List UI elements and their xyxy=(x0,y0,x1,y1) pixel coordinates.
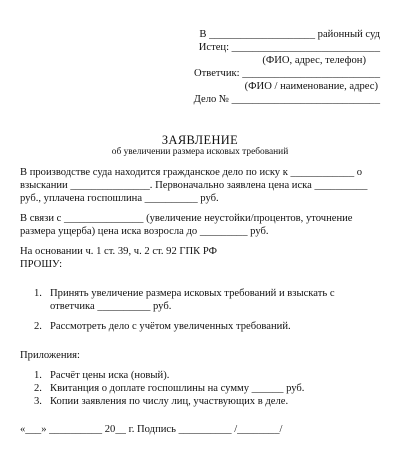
paragraph-1-line-3: руб., уплачена госпошлина __________ руб. xyxy=(20,193,219,204)
defendant-line: Ответчик: __________________________ xyxy=(193,68,380,79)
request-item-1 xyxy=(34,287,335,300)
request-heading: ПРОШУ: xyxy=(20,259,63,270)
attachment-number: 2. xyxy=(34,383,42,394)
request-item-1-cont xyxy=(34,300,171,313)
document-title: ЗАЯВЛЕНИЕ xyxy=(161,133,239,147)
request-item-2 xyxy=(34,320,291,333)
document-subtitle: об увеличении размера исковых требований xyxy=(111,147,289,157)
signature-line: «___» __________ 20__ г. Подпись __________ /________/ xyxy=(20,424,283,435)
paragraph-2-line-1: В связи с _______________ (увеличение неустойки/процентов, уточнение xyxy=(20,213,353,224)
plaintiff-line: Истец: ____________________________ xyxy=(198,42,380,53)
request-text: Принять увеличение размера исковых требований и взыскать с xyxy=(50,288,335,299)
attachment-text: Расчёт цены иска (новый). xyxy=(50,370,170,381)
court-line: В ____________________ районный суд xyxy=(199,29,380,40)
attachment-item xyxy=(34,382,304,395)
request-number: 1. xyxy=(34,288,42,299)
plaintiff-hint: (ФИО, адрес, телефон) xyxy=(262,55,366,66)
paragraph-2-line-2: размера ущерба) цена иска возросла до _________ руб. xyxy=(20,226,269,237)
case-number-line: Дело № ____________________________ xyxy=(193,94,380,105)
request-number: 2. xyxy=(34,321,42,332)
attachment-item xyxy=(34,395,288,408)
attachment-text: Квитанция о доплате госпошлины на сумму ______ руб. xyxy=(50,383,305,394)
paragraph-1-line-1: В производстве суда находится гражданское дело по иску к ____________ о xyxy=(20,167,363,178)
request-text-cont: ответчика __________ руб. xyxy=(50,301,172,312)
attachment-number: 1. xyxy=(34,370,42,381)
attachment-text: Копии заявления по числу лиц, участвующих в деле. xyxy=(50,396,289,407)
attachments-heading: Приложения: xyxy=(20,350,80,361)
defendant-hint: (ФИО / наименование, адрес) xyxy=(244,81,378,92)
request-text: Рассмотреть дело с учётом увеличенных требований. xyxy=(50,321,291,332)
attachment-item xyxy=(34,369,169,382)
legal-basis: На основании ч. 1 ст. 39, ч. 2 ст. 92 ГПК РФ xyxy=(20,246,217,257)
attachment-number: 3. xyxy=(34,396,42,407)
paragraph-1-line-2: взыскании _______________. Первоначально заявлена цена иска __________ xyxy=(20,180,368,191)
